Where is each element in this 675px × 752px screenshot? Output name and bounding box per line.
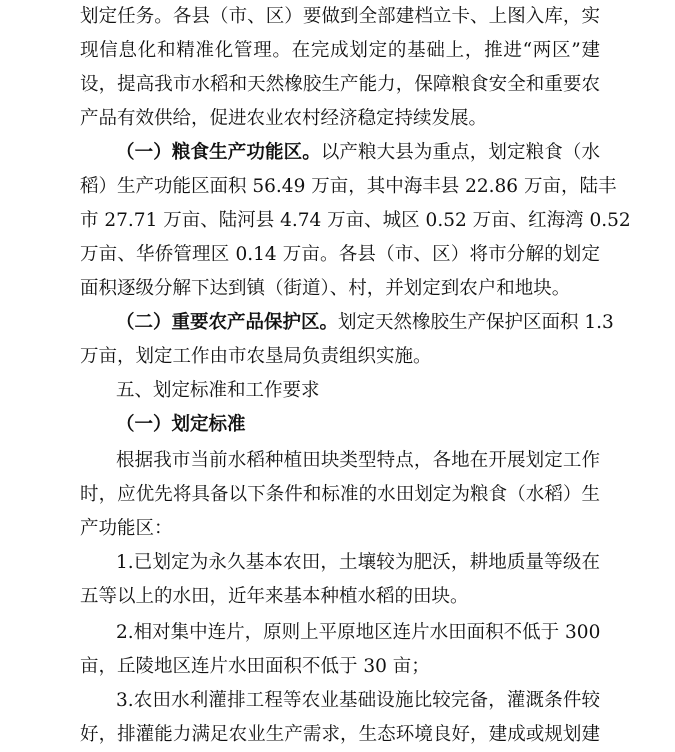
text-line: 产功能区： — [80, 518, 173, 539]
text-line: 市 27.71 万亩、陆河县 4.74 万亩、城区 0.52 万亩、红海湾 0.52 — [80, 210, 631, 231]
paragraph-heading: （一）粮食生产功能区。 — [116, 142, 321, 163]
text-line: 设，提高我市水稻和天然橡胶生产能力，保障粮食安全和重要农 — [80, 74, 600, 95]
text-line: 稻）生产功能区面积 56.49 万亩，其中海丰县 22.86 万亩，陆丰 — [80, 176, 617, 197]
paragraph-heading: （二）重要农产品保护区。 — [116, 312, 339, 333]
text-line: 万亩，划定工作由市农垦局负责组织实施。 — [80, 346, 432, 367]
list-item-line: 亩，丘陵地区连片水田面积不低于 30 亩； — [80, 656, 430, 677]
text-line: 万亩、华侨管理区 0.14 万亩。各县（市、区）将市分解的划定 — [80, 244, 600, 265]
list-item-line: 好，排灌能力满足农业生产需求，生态环境良好，建成或规划建 — [80, 724, 600, 745]
text-line: 根据我市当前水稻种植田块类型特点，各地在开展划定工作 — [116, 450, 600, 471]
text-span: 以产粮大县为重点，划定粮食（水 — [320, 142, 600, 163]
section-title: 五、划定标准和工作要求 — [116, 380, 320, 401]
list-item-line: 1.已划定为永久基本农田，土壤较为肥沃，耕地质量等级在 — [116, 552, 600, 573]
list-item-line: 3.农田水利灌排工程等农业基础设施比较完备，灌溉条件较 — [116, 690, 600, 711]
paragraph-first-line — [116, 138, 600, 168]
subsection-title: （一）划定标准 — [116, 414, 246, 435]
text-span: 划定天然橡胶生产保护区面积 1.3 — [338, 312, 614, 333]
list-item-line: 五等以上的水田，近年来基本种植水稻的田块。 — [80, 586, 469, 607]
list-item-line: 2.相对集中连片，原则上平原地区连片水田面积不低于 300 — [116, 622, 601, 643]
paragraph-first-line — [116, 308, 614, 338]
text-line: 现信息化和精准化管理。在完成划定的基础上，推进“两区”建 — [80, 40, 600, 61]
text-line: 时，应优先将具备以下条件和标准的水田划定为粮食（水稻）生 — [80, 484, 600, 505]
text-line: 划定任务。各县（市、区）要做到全部建档立卡、上图入库，实 — [80, 6, 600, 27]
text-line: 面积逐级分解下达到镇（街道）、村，并划定到农户和地块。 — [80, 278, 571, 299]
text-line: 产品有效供给，促进农业农村经济稳定持续发展。 — [80, 108, 488, 129]
